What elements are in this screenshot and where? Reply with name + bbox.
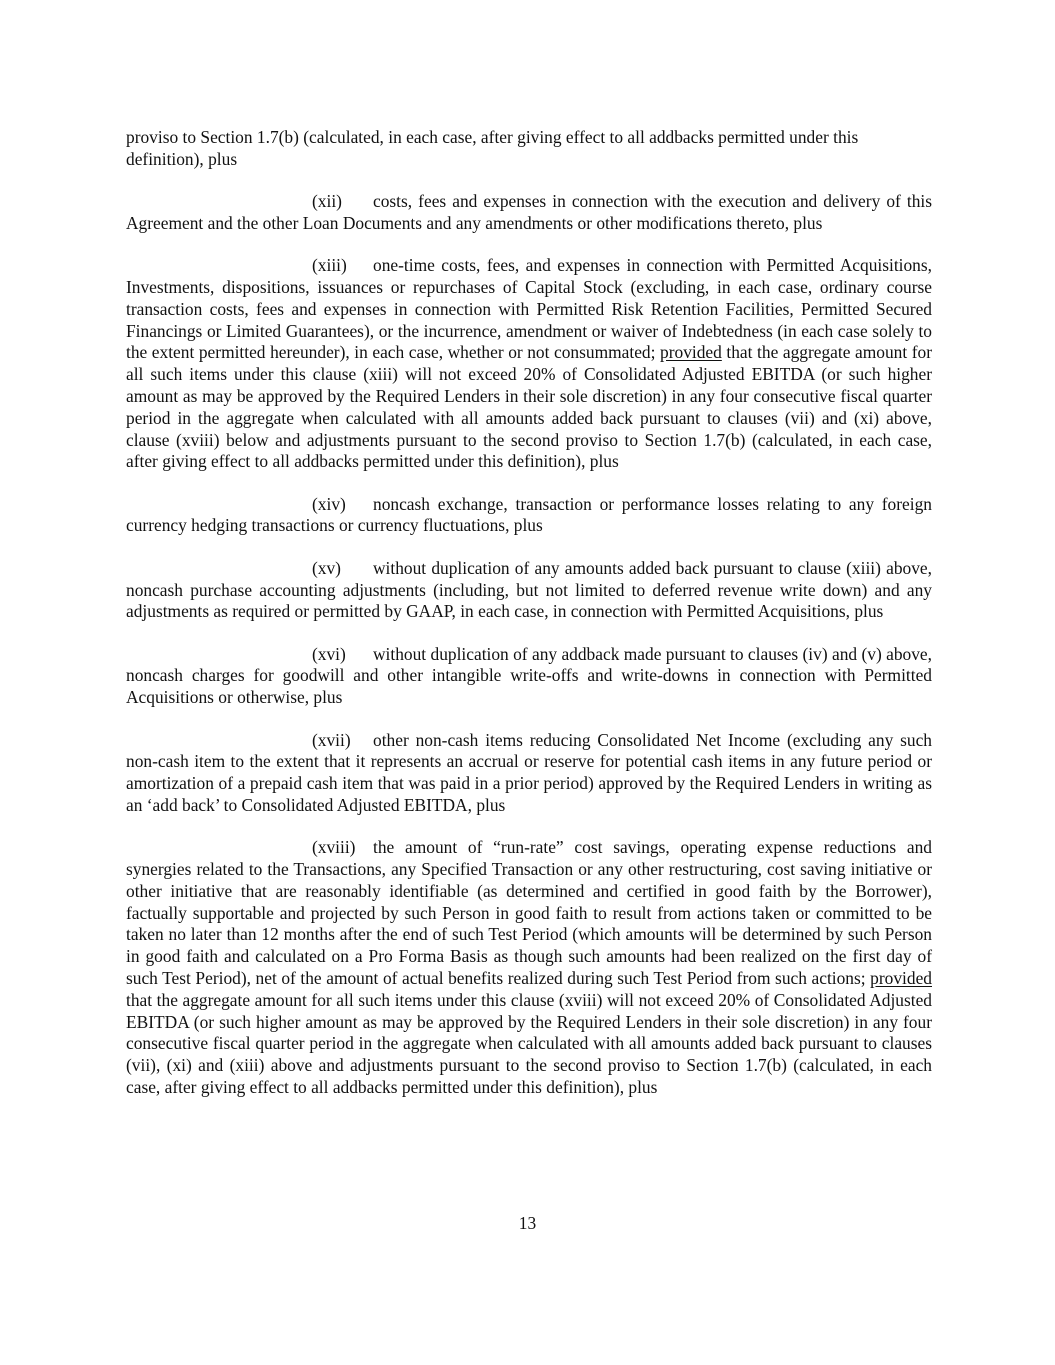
provided-term: provided: [660, 342, 722, 363]
clause-number: (xiii): [312, 255, 347, 276]
continuation-paragraph: [126, 127, 932, 171]
clause-text: costs, fees and expenses in connection with the execution and delivery of this Agreement and the other Loan Documents and any amendments or other modifications thereto, plus: [126, 191, 932, 233]
clause-xiv: [126, 494, 932, 538]
clause-xvi: [126, 644, 932, 709]
continuation-text: proviso to Section 1.7(b) (calculated, in each case, after giving effect to all addbacks permitted under this definition), plus: [126, 127, 859, 169]
clause-text: without duplication of any addback made pursuant to clauses (iv) and (v) above, noncash charges for goodwill and other intangible write-offs and write-downs in connection with Permitted Acquisitions or otherwise, plus: [126, 643, 932, 708]
clause-text: noncash exchange, transaction or performance losses relating to any foreign currency hedging transactions or currency fluctuations, plus: [126, 493, 932, 536]
clause-text-continued: that the aggregate amount for all such items under this clause (xiii) will not exceed 20% of Consolidated Adjusted EBITDA (or such higher amount as may be approved by the Required Lenders in their sole discretion) in any four consecutive fiscal quarter period in the aggregate when calculated with all amounts added back pursuant to clauses (vii) and (xi) above, clause (xviii) below and adjustments pursuant to the second proviso to Section 1.7(b) (calculated, in each case, after giving effect to all addbacks permitted under this definition), plus: [126, 342, 932, 472]
clause-xvii: [126, 730, 932, 817]
clause-xv: [126, 558, 932, 623]
clause-text: one-time costs, fees, and expenses in connection with Permitted Acquisitions, Investments, dispositions, issuances or repurchases of Capital Stock (excluding, in each case, ordinary course transaction costs, fees and expenses in connection with Permitted Risk Retention Facilities, Permitted Secured Financings or Limited Guarantees), or the incurrence, amendment or waiver of Indebtedness (in each case solely to the extent permitted hereunder), in each case, whether or not consummated;: [126, 255, 932, 363]
clause-number: (xvii): [312, 729, 351, 750]
clause-xiii: [126, 255, 932, 473]
clause-text: without duplication of any amounts added back pursuant to clause (xiii) above, noncash purchase accounting adjustments (including, but not limited to deferred revenue write down) and any adjustments as required or permitted by GAAP, in each case, in connection with Permitted Acquisitions, plus: [126, 557, 932, 622]
provided-term: provided: [870, 968, 932, 988]
page-number: 13: [518, 1213, 537, 1233]
clause-number: (xvi): [312, 643, 346, 664]
clause-number: (xv): [312, 557, 341, 578]
clause-number: (xii): [312, 191, 342, 212]
clause-text-continued: that the aggregate amount for all such items under this clause (xviii) will not exceed 20% of Consolidated Adjusted EBITDA (or such higher amount as may be approved by the Required Lenders in their sole discretion) in any four consecutive fiscal quarter period in the aggregate when calculated with all amounts added back pursuant to clauses (vii), (xi) and (xiii) above and adjustments pursuant to the second proviso to Section 1.7(b) (calculated, in each case, after giving effect to all addbacks permitted under this definition), plus: [126, 989, 932, 1097]
clause-xviii: [126, 837, 932, 1099]
clause-text: the amount of “run-rate” cost savings, operating expense reductions and synergies related to the Transactions, any Specified Transaction or any other restructuring, cost saving initiative or other initiative that are reasonably identifiable (as determined and certified in good faith by the Borrower), factually supportable and projected by such Person in good faith to result from actions taken or committed to be taken no later than 12 months after the end of such Test Period (which amounts will be determined by such Person in good faith and calculated on a Pro Forma Basis as though such amounts had been realized on the first day of such Test Period), net of the amount of actual benefits realized during such Test Period from such actions;: [126, 837, 932, 988]
clause-text: other non-cash items reducing Consolidated Net Income (excluding any such non-cash item to the extent that it represents an accrual or reserve for potential cash items in any future period or amortization of a prepaid cash item that was paid in a prior period) approved by the Required Lenders in writing as an ‘add back’ to Consolidated Adjusted EBITDA, plus: [126, 729, 932, 815]
clause-number: (xviii): [312, 837, 356, 858]
document-body: [126, 127, 932, 1119]
clause-number: (xiv): [312, 493, 346, 514]
clause-xii: [126, 191, 932, 235]
